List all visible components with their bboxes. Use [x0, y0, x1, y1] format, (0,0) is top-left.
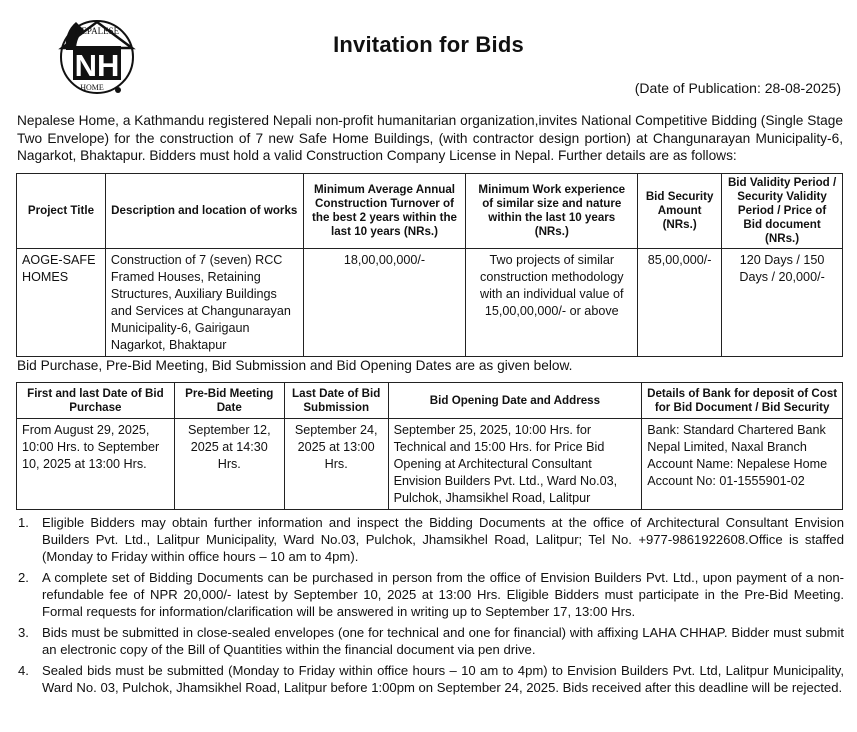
table-cell: September 24, 2025 at 13:00 Hrs. — [284, 419, 388, 510]
bid-dates-table — [16, 382, 843, 510]
table-header-cell: Project Title — [17, 174, 106, 249]
table-header-cell: Minimum Work experience of similar size and nature within the last 10 years (NRs.) — [466, 174, 638, 249]
table-header-row — [17, 174, 843, 249]
list-item-number: 4. — [18, 663, 29, 678]
table-header-cell: First and last Date of Bid Purchase — [17, 383, 175, 419]
table-header-cell: Bid Validity Period / Security Validity Period / Price of Bid document (NRs.) — [722, 174, 843, 249]
table-cell: From August 29, 2025, 10:00 Hrs. to September 10, 2025 at 13:00 Hrs. — [17, 419, 175, 510]
table-cell: September 25, 2025, 10:00 Hrs. for Technical and 15:00 Hrs. for Price Bid Opening at Architectural Consultant Envision Builders Pvt. Ltd., Ward No.03, Pulchok, Jhamsikhel Road, Lalitpur — [388, 419, 642, 510]
dates-intro: Bid Purchase, Pre-Bid Meeting, Bid Submission and Bid Opening Dates are as given below. — [17, 358, 573, 373]
notes-list — [16, 514, 844, 700]
list-item-number: 3. — [18, 625, 29, 640]
list-item-text: Eligible Bidders may obtain further information and inspect the Bidding Documents at the office of Architectural Consultant Envision Builders Pvt. Ltd., Lalitpur Municipality, Ward No.03, Pulchok, Jhamsikhel Road, Lalitpur; Tel No. +977-9861922608.Office is staffed (Monday to Friday within office hours – 10 am to 4pm). — [42, 515, 844, 564]
list-item-text: A complete set of Bidding Documents can be purchased in person from the office of Envision Builders Pvt. Ltd., upon payment of a non-refundable fee of NPR 20,000/- latest by September 10, 2025 at 13:00 Hrs. Eligible Bidders must participate in the Pre-Bid Meeting. Formal requests for information/clarification will be answered in writing up to September 17, 13:00 Hrs. — [42, 570, 844, 619]
table-header-cell: Details of Bank for deposit of Cost for Bid Document / Bid Security — [642, 383, 843, 419]
page-title: Invitation for Bids — [333, 32, 524, 57]
table-cell: AOGE-SAFE HOMES — [17, 249, 106, 357]
list-item — [16, 624, 844, 658]
table-header-cell: Minimum Average Annual Construction Turnover of the best 2 years within the last 10 years (NRs.) — [303, 174, 466, 249]
table-header-cell: Pre-Bid Meeting Date — [174, 383, 284, 419]
list-item-text: Sealed bids must be submitted (Monday to Friday within office hours – 10 am to 4pm) to Envision Builders Pvt. Ltd, Lalitpur Municipality, Ward No. 03, Pulchok, Jhamsikhel Road, Lalitpur before 1:00pm on September 24, 2025. Bids received after this deadline will be rejected. — [42, 663, 844, 695]
table-cell: 18,00,00,000/- — [303, 249, 466, 357]
list-item — [16, 662, 844, 696]
logo-top-text: NEPALESE — [74, 26, 120, 36]
table-cell: Bank: Standard Chartered Bank Nepal Limited, Naxal Branch Account Name: Nepalese Home Account No: 01-1555901-02 — [642, 419, 843, 510]
table-cell: 85,00,000/- — [638, 249, 722, 357]
intro-paragraph: Nepalese Home, a Kathmandu registered Nepali non-profit humanitarian organization,invites National Competitive Bidding (Single Stage Two Envelope) for the construction of 7 new Safe Home Buildings, (with contractor design portion) at Changunarayan Municipality-6, Nagarkot, Bhaktapur. Bidders must hold a valid Construction Company License in Nepal. Further details are as follows: — [17, 113, 843, 163]
logo-bottom-text: HOME — [80, 83, 104, 92]
table-header-cell: Bid Security Amount (NRs.) — [638, 174, 722, 249]
project-details-table — [16, 173, 843, 357]
table-header-cell: Bid Opening Date and Address — [388, 383, 642, 419]
table-cell: 120 Days / 150 Days / 20,000/- — [722, 249, 843, 357]
table-row — [17, 419, 843, 510]
table-cell: Two projects of similar construction methodology with an individual value of 15,00,00,000/- or above — [466, 249, 638, 357]
list-item — [16, 569, 844, 620]
list-item — [16, 514, 844, 565]
logo-letters: NH — [74, 48, 120, 83]
publication-date: (Date of Publication: 28-08-2025) — [634, 80, 841, 96]
table-header-cell: Description and location of works — [105, 174, 303, 249]
list-item-text: Bids must be submitted in close-sealed envelopes (one for technical and one for financial) with affixing LAHA CHHAP. Bidder must submit an electronic copy of the Bill of Quantities within the financial document via pen drive. — [42, 625, 844, 657]
table-header-cell: Last Date of Bid Submission — [284, 383, 388, 419]
table-row — [17, 249, 843, 357]
list-item-number: 1. — [18, 515, 29, 530]
table-cell: September 12, 2025 at 14:30 Hrs. — [174, 419, 284, 510]
table-header-row — [17, 383, 843, 419]
list-item-number: 2. — [18, 570, 29, 585]
table-cell: Construction of 7 (seven) RCC Framed Houses, Retaining Structures, Auxiliary Buildings and Services at Changunarayan Municipality-6, Gairigaun Nagarkot, Bhaktapur — [105, 249, 303, 357]
